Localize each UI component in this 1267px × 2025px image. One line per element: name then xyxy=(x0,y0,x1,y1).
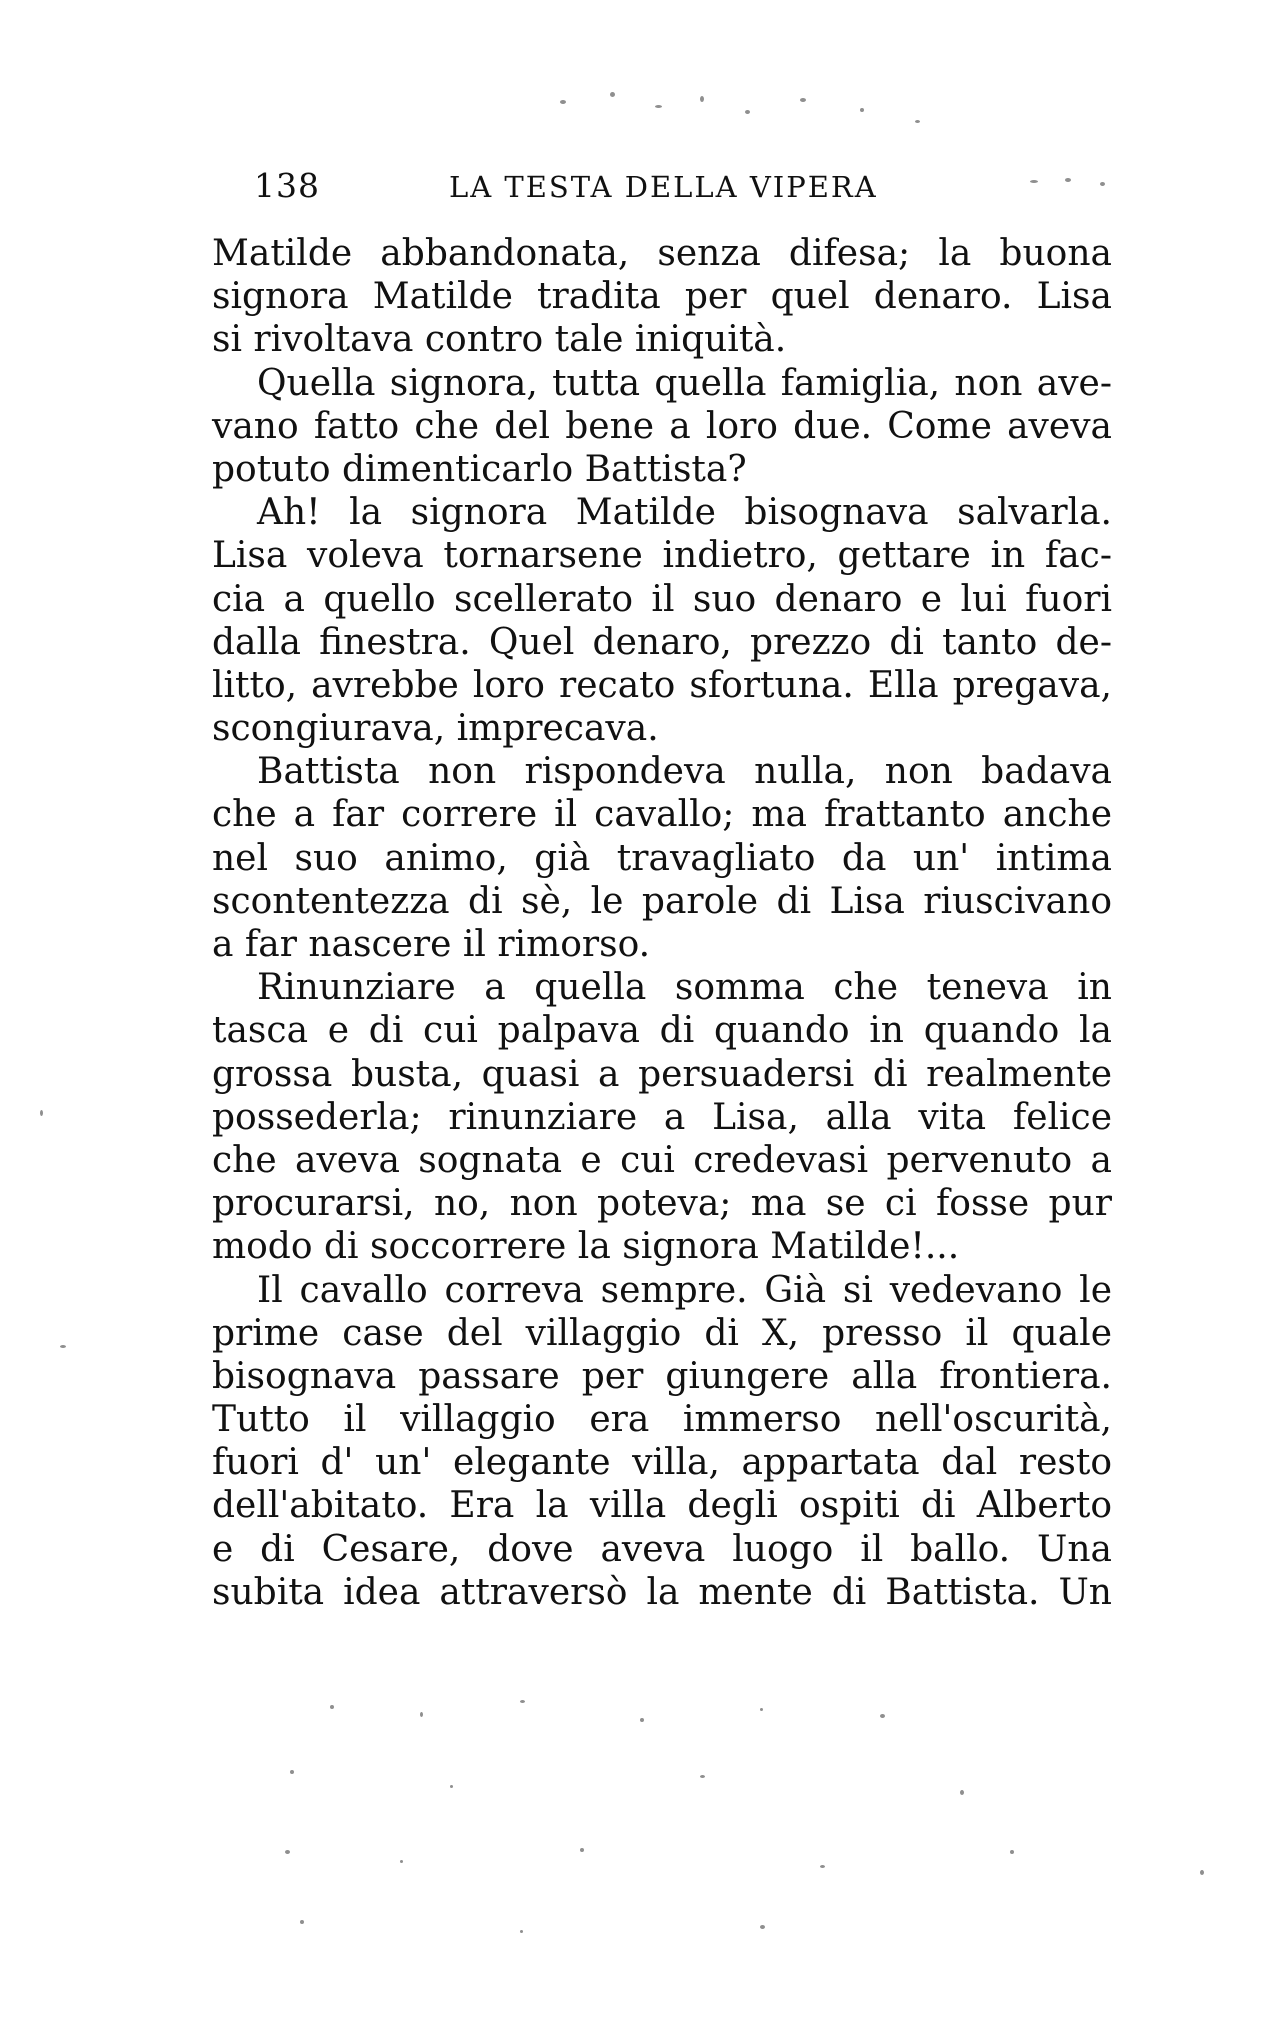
text-line: litto, avrebbe loro recato sfortuna. Ella pregava, xyxy=(212,664,1112,706)
text-line: procurarsi, no, non poteva; ma se ci fosse pur xyxy=(212,1183,1112,1225)
text-line: bisognava passare per giungere alla frontiera. xyxy=(212,1355,1112,1397)
text-line: Il cavallo correva sempre. Già si vedevano le xyxy=(257,1269,1112,1311)
text-line: potuto dimenticarlo Battista? xyxy=(212,448,747,490)
text-line: Battista non rispondeva nulla, non badava xyxy=(257,751,1112,793)
running-title: LA TESTA DELLA VIPERA xyxy=(449,170,878,204)
text-line: e di Cesare, dove aveva luogo il ballo. Una xyxy=(212,1528,1112,1570)
text-line: Quella signora, tutta quella famiglia, non ave- xyxy=(257,362,1112,404)
running-head xyxy=(254,166,1124,216)
text-line: cia a quello scellerato il suo denaro e lui fuori xyxy=(212,578,1112,620)
text-line: dell'abitato. Era la villa degli ospiti di Alberto xyxy=(212,1485,1112,1527)
text-line: nel suo animo, già travagliato da un' intima xyxy=(212,837,1112,879)
body-text xyxy=(212,232,1112,1614)
text-line: Ah! la signora Matilde bisognava salvarla. xyxy=(257,492,1112,534)
text-line: scontentezza di sè, le parole di Lisa riuscivano xyxy=(212,880,1112,922)
text-line: vano fatto che del bene a loro due. Come aveva xyxy=(212,405,1112,447)
text-line: Lisa voleva tornarsene indietro, gettare in fac- xyxy=(212,535,1112,577)
text-line: tasca e di cui palpava di quando in quando la xyxy=(212,1010,1112,1052)
text-line: dalla finestra. Quel denaro, prezzo di tanto de- xyxy=(212,621,1112,663)
page-number: 138 xyxy=(254,166,320,205)
text-line: fuori d' un' elegante villa, appartata dal resto xyxy=(212,1442,1112,1484)
text-line: prime case del villaggio di X, presso il quale xyxy=(212,1312,1112,1354)
text-line: Rinunziare a quella somma che teneva in xyxy=(257,967,1112,1009)
text-line: subita idea attraversò la mente di Battista. Un xyxy=(212,1571,1112,1613)
text-line: che a far correre il cavallo; ma frattanto anche xyxy=(212,794,1112,836)
text-line: Matilde abbandonata, senza difesa; la buona xyxy=(212,233,1112,274)
text-line: a far nascere il rimorso. xyxy=(212,924,651,965)
text-line: che aveva sognata e cui credevasi pervenuto a xyxy=(212,1139,1112,1181)
text-line: scongiurava, imprecava. xyxy=(212,708,659,750)
text-line: si rivoltava contro tale iniquità. xyxy=(212,319,787,361)
text-line: signora Matilde tradita per quel denaro. Lisa xyxy=(212,276,1112,318)
text-line: possederla; rinunziare a Lisa, alla vita felice xyxy=(212,1096,1112,1138)
text-line: modo di soccorrere la signora Matilde!... xyxy=(212,1226,960,1268)
text-line: grossa busta, quasi a persuadersi di realmente xyxy=(212,1053,1112,1095)
text-line: Tutto il villaggio era immerso nell'oscurità, xyxy=(212,1399,1112,1441)
